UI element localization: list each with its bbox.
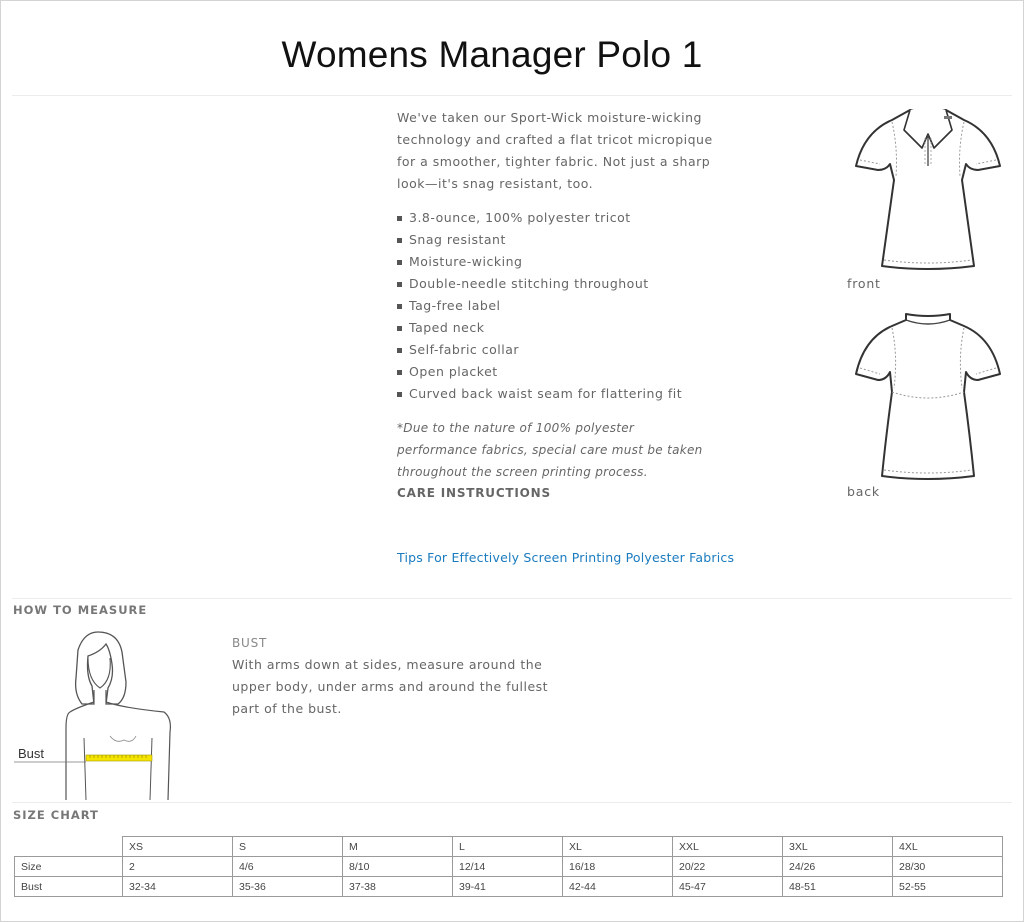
table-cell: 37-38 [343, 877, 453, 897]
row-label: Bust [15, 877, 123, 897]
table-cell: 32-34 [123, 877, 233, 897]
table-header-cell: S [233, 837, 343, 857]
feature-item: Taped neck [397, 317, 682, 339]
feature-item: Moisture-wicking [397, 251, 682, 273]
bust-measure-figure [14, 628, 184, 800]
table-cell: 4/6 [233, 857, 343, 877]
table-cell: 35-36 [233, 877, 343, 897]
table-header-cell: 4XL [893, 837, 1003, 857]
bust-title: BUST [232, 636, 268, 650]
bust-figure-label: Bust [18, 746, 45, 761]
row-label: Size [15, 857, 123, 877]
back-label: back [847, 484, 880, 499]
size-chart-heading: SIZE CHART [13, 808, 99, 822]
table-header-cell: XL [563, 837, 673, 857]
polo-back-image [852, 312, 1004, 484]
bust-instructions: With arms down at sides, measure around the upper body, under arms and around the fullest part of the bust. [232, 657, 549, 716]
table-cell: 16/18 [563, 857, 673, 877]
feature-item: Open placket [397, 361, 682, 383]
table-header-row [15, 837, 1003, 857]
table-cell: 42-44 [563, 877, 673, 897]
care-note: *Due to the nature of 100% polyester performance fabrics, special care must be taken throughout the screen printing process. [397, 421, 703, 479]
feature-item: Tag-free label [397, 295, 682, 317]
table-cell: 24/26 [783, 857, 893, 877]
table-corner-cell [15, 837, 123, 857]
table-cell: 28/30 [893, 857, 1003, 877]
feature-item: Snag resistant [397, 229, 682, 251]
section-divider [12, 802, 1012, 803]
table-cell: 20/22 [673, 857, 783, 877]
feature-item: Curved back waist seam for flattering fit [397, 383, 682, 405]
feature-item: Self-fabric collar [397, 339, 682, 361]
table-header-cell: 3XL [783, 837, 893, 857]
table-header-cell: XS [123, 837, 233, 857]
section-divider [12, 598, 1012, 599]
title-divider [12, 95, 1012, 96]
how-to-measure-heading: HOW TO MEASURE [13, 603, 148, 617]
table-header-cell: L [453, 837, 563, 857]
table-cell: 45-47 [673, 877, 783, 897]
feature-list [397, 207, 682, 405]
table-cell: 8/10 [343, 857, 453, 877]
table-header-cell: XXL [673, 837, 783, 857]
table-cell: 2 [123, 857, 233, 877]
care-instructions-heading: CARE INSTRUCTIONS [397, 486, 551, 500]
size-chart-table [14, 836, 1003, 897]
polo-front-image [852, 104, 1004, 274]
table-row [15, 857, 1003, 877]
feature-item: 3.8-ounce, 100% polyester tricot [397, 207, 682, 229]
table-cell: 52-55 [893, 877, 1003, 897]
front-label: front [847, 276, 881, 291]
screen-printing-tips-link[interactable]: Tips For Effectively Screen Printing Polyester Fabrics [397, 550, 735, 565]
table-cell: 39-41 [453, 877, 563, 897]
table-header-cell: M [343, 837, 453, 857]
table-cell: 48-51 [783, 877, 893, 897]
table-row [15, 877, 1003, 897]
product-description: We've taken our Sport-Wick moisture-wicking technology and crafted a flat tricot micropique for a smoother, tighter fabric. Not just a sharp look—it's snag resistant, too. [397, 110, 713, 191]
page-title: Womens Manager Polo 1 [281, 34, 703, 75]
feature-item: Double-needle stitching throughout [397, 273, 682, 295]
table-cell: 12/14 [453, 857, 563, 877]
